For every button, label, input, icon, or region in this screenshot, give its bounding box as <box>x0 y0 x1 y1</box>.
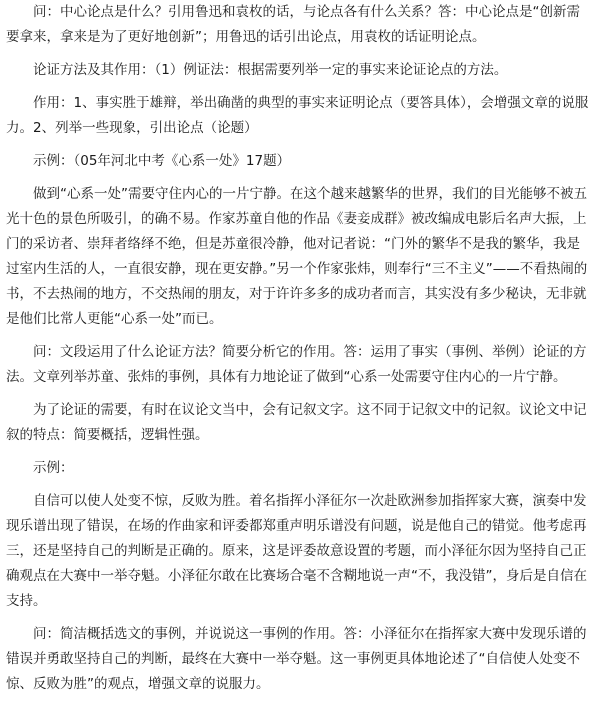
paragraph-spacer <box>6 448 593 456</box>
paragraph-spacer <box>6 332 593 340</box>
qa-paragraph-central-argument: 问：中心论点是什么？引用鲁迅和袁枚的话，与论点各有什么关系？答：中心论点是“创新需要拿来，拿来是为了更好地创新”；用鲁迅的话引出论点，用袁枚的话证明论点。 <box>6 4 580 45</box>
paragraph-spacer <box>6 614 593 622</box>
qa-paragraph-example-summary: 问：简洁概括选文的事例，并说说这一事例的作用。答：小泽征尔在指挥家大赛中发现乐谱的错误并勇敢坚持自己的判断，最终在大赛中一举夺魁。这一事例更具体地论述了“自信使人处变不惊、反败为胜”的观点，增强文章的说服力。 <box>6 626 587 692</box>
paragraph-spacer <box>6 390 593 398</box>
example-passage-confidence: 自信可以使人处变不惊，反败为胜。着名指挥小泽征尔一次赴欧洲参加指挥家大赛，演奏中发现乐谱出现了错误，在场的作曲家和评委都郑重声明乐谱没有问题，说是他自己的错觉。他考虑再三，还是坚持自己的判断是正确的。原来，这是评委故意设置的考题，而小泽征尔因为坚持自己正确观点在大赛中一举夺魁。小泽征尔敢在比赛场合毫不含糊地说一声“不，我没错”，身后是自信在支持。 <box>6 493 587 609</box>
narration-in-argument-paragraph: 为了论证的需要，有时在议论文当中，会有记叙文字。这不同于记叙文中的记叙。议论文中记叙的特点：简要概括，逻辑性强。 <box>6 402 587 443</box>
paragraph-spacer <box>6 481 593 489</box>
example-label: 示例： <box>33 460 74 476</box>
paragraph-spacer <box>6 50 593 58</box>
paragraph-spacer <box>6 83 593 91</box>
example-label-hebei: 示例：（05年河北中考《心系一处》17题） <box>33 153 291 169</box>
argument-method-heading: 论证方法及其作用：（1）例证法：根据需要列举一定的事实来论证论点的方法。 <box>33 62 508 78</box>
example-passage-xinxiyichu: 做到“心系一处”需要守住内心的一片宁静。在这个越来越繁华的世界，我们的目光能够不被五光十色的景色所吸引，的确不易。作家苏童自他的作品《妻妾成群》被改编成电影后名声大振，上门的采访者、崇拜者络绎不绝，但是苏童很冷静，他对记者说：“门外的繁华不是我的繁华，我是过室内生活的人，一直很安静，现在更安静。”另一个作家张炜，则奉行“三不主义”——不看热闹的书，不去热闹的地方，不交热闹的朋友，对于许许多多的成功者而言，其实没有多少秘诀，无非就是他们比常人更能“心系一处”而已。 <box>6 186 588 327</box>
paragraph-spacer <box>6 141 593 149</box>
qa-paragraph-method-analysis: 问：文段运用了什么论证方法？简要分析它的作用。答：运用了事实（事例、举例）论证的方法。文章列举苏童、张炜的事例，具体有力地论证了做到“心系一处需要守住内心的一片宁静。 <box>6 344 587 385</box>
paragraph-spacer <box>6 174 593 182</box>
method-effect-paragraph: 作用：1、事实胜于雄辩，举出确凿的典型的事实来证明论点（要答具体），会增强文章的说服力。2、列举一些现象，引出论点（论题） <box>6 95 589 136</box>
